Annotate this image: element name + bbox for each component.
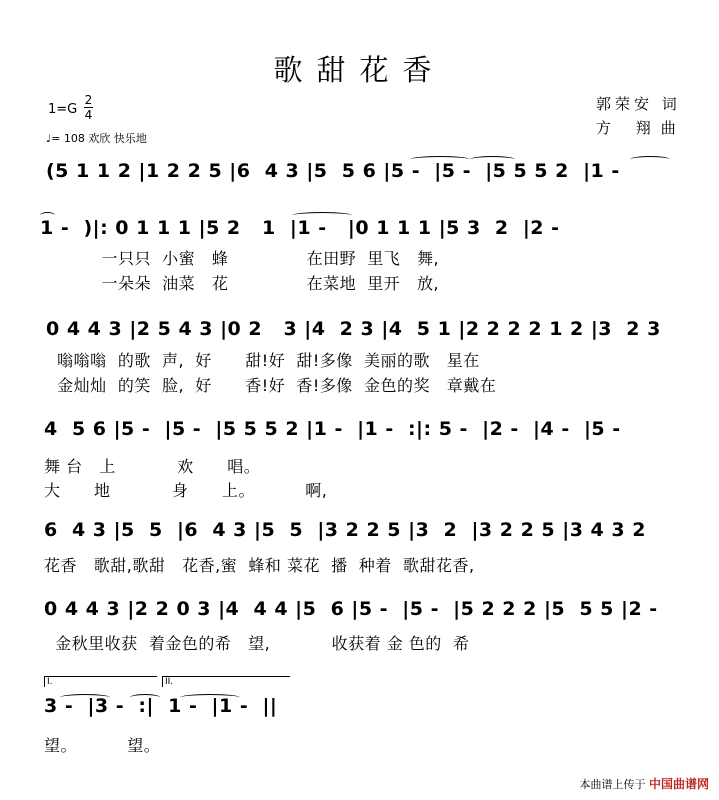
notation-line-2: 1 - )|: 0 1 1 1 |5 2 1 |1 - |0 1 1 1 |5 3 2 |2 -	[40, 217, 560, 239]
slur-mark	[180, 694, 240, 701]
notation-line-4: 4 5 6 |5 - |5 - |5 5 5 2 |1 - |1 - :|: 5 - |2 - |4 - |5 -	[44, 418, 621, 440]
notation-line-5: 6 4 3 |5 5 |6 4 3 |5 5 |3 2 2 5 |3 2 |3 2 2 5 |3 4 3 2	[44, 519, 646, 541]
volta-first-ending: I.	[44, 676, 157, 687]
slur-mark	[40, 212, 55, 219]
lyric-line-3b: 金灿灿 的笑 脸, 好 香!好 香!多像 金色的奖 章戴在	[46, 376, 497, 395]
lyric-line-3a: 嗡嗡嗡 的歌 声, 好 甜!好 甜!多像 美丽的歌 星在	[46, 351, 480, 370]
slur-mark	[410, 156, 470, 163]
slur-mark	[60, 694, 110, 701]
composer-credit: 方 翔曲	[596, 119, 686, 137]
slur-mark	[130, 694, 160, 701]
song-title: 歌甜花香	[273, 53, 446, 87]
notation-line-1: (5 1 1 2 |1 2 2 5 |6 4 3 |5 5 6 |5 - |5 - |5 5 5 2 |1 -	[46, 160, 620, 182]
tempo-marking: ♩= 108 欢欣 快乐地	[46, 132, 147, 145]
footer-credit	[579, 775, 709, 792]
notation-line-7: 3 - |3 - :| 1 - |1 - ||	[44, 695, 278, 717]
lyric-line-7: 望。 望。	[44, 736, 161, 755]
key-text: 1=G	[48, 102, 78, 117]
notation-line-6: 0 4 4 3 |2 2 0 3 |4 4 4 |5 6 |5 - |5 - |5 2 2 2 |5 5 5 |2 -	[44, 598, 658, 620]
time-signature	[84, 94, 93, 121]
lyric-line-4b: 大 地 身 上。 啊,	[44, 481, 328, 500]
lyricist-credit: 郭荣安 词	[596, 95, 681, 113]
slur-mark	[630, 156, 670, 163]
slur-mark	[292, 212, 352, 219]
slur-mark	[470, 156, 515, 163]
notation-line-3: 0 4 4 3 |2 5 4 3 |0 2 3 |4 2 3 |4 5 1 |2 2 2 2 1 2 |3 2 3	[46, 318, 661, 340]
site-logo-text[interactable]: 中国曲谱网	[648, 777, 709, 791]
time-bottom: 4	[84, 108, 93, 122]
lyric-line-5: 花香 歌甜,歌甜 花香,蜜 蜂和 菜花 播 种着 歌甜花香,	[44, 556, 475, 575]
lyric-line-2b: 一朵朵 油菜 花 在菜地 里开 放,	[40, 274, 440, 293]
time-top: 2	[84, 93, 93, 107]
lyric-line-2a: 一只只 小蜜 蜂 在田野 里飞 舞,	[40, 249, 440, 268]
lyric-line-4a: 舞 台 上 欢 唱。	[44, 457, 261, 476]
key-signature	[48, 102, 77, 117]
footer-text: 本曲谱上传于	[579, 778, 646, 791]
volta-second-ending: II.	[162, 676, 290, 687]
lyric-line-6: 金秋里收获 着金色的希 望, 收获着 金 色的 希	[44, 634, 470, 653]
